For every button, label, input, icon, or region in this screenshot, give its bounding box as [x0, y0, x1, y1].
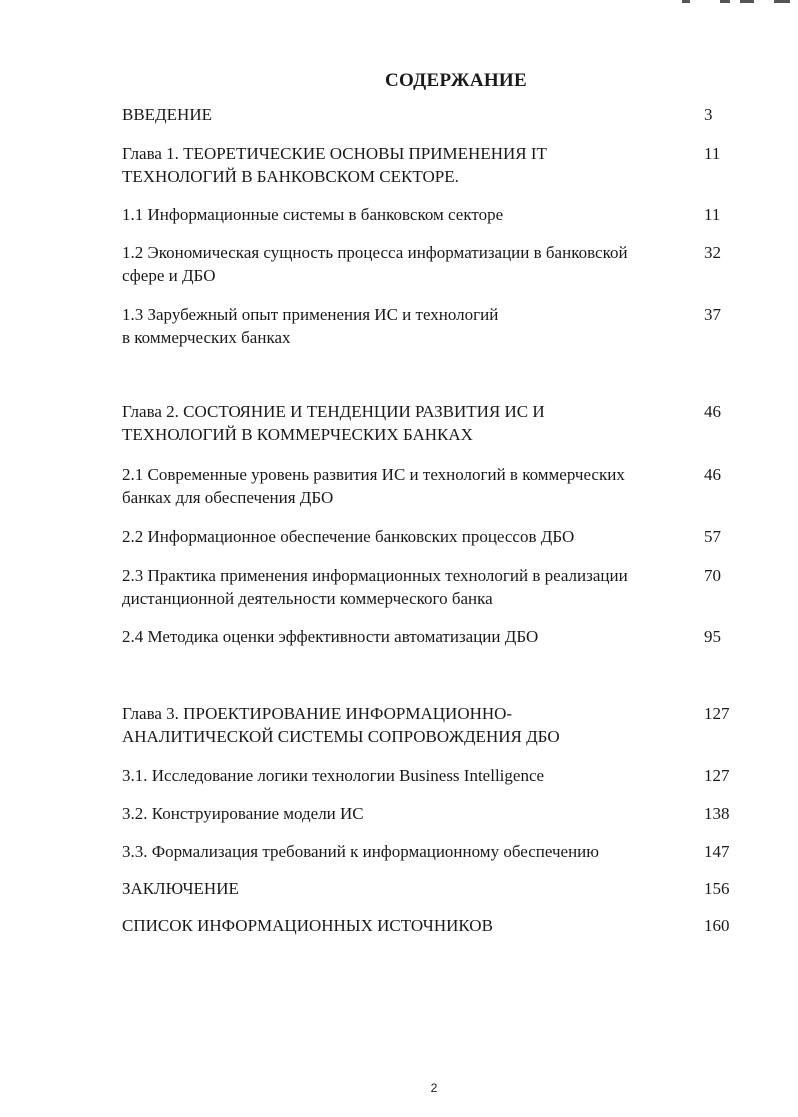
toc-entry-page: 160 [704, 916, 730, 935]
toc-entry-label: 2.2 Информационное обеспечение банковских процессов ДБО [122, 527, 575, 546]
toc-entry-page: 156 [704, 879, 730, 898]
toc-entry-label: Глава 3. ПРОЕКТИРОВАНИЕ ИНФОРМАЦИОННО- АНАЛИТИЧЕСКОЙ СИСТЕМЫ СОПРОВОЖДЕНИЯ ДБО [122, 704, 560, 746]
toc-entry-label: ЗАКЛЮЧЕНИЕ [122, 879, 239, 898]
toc-entry-label: 2.3 Практика применения информационных технологий в реализации дистанционной деятельности коммерческого банка [122, 566, 628, 608]
toc-entry-page: 70 [704, 566, 721, 585]
toc-entry-label: 1.2 Экономическая сущность процесса информатизации в банковской сфере и ДБО [122, 243, 628, 285]
toc-entry-page: 127 [704, 766, 730, 785]
toc-entry-page: 95 [704, 627, 721, 646]
toc-entry-label: 1.1 Информационные системы в банковском секторе [122, 205, 504, 224]
toc-entry-label: 3.2. Конструирование модели ИС [122, 804, 364, 823]
toc-entry-page: 46 [704, 465, 721, 484]
toc-entry-label: 3.3. Формализация требований к информационному обеспечению [122, 842, 599, 861]
toc-entry-label: Глава 1. ТЕОРЕТИЧЕСКИЕ ОСНОВЫ ПРИМЕНЕНИЯ IT ТЕХНОЛОГИЙ В БАНКОВСКОМ СЕКТОРЕ. [122, 144, 547, 186]
toc-entry-page: 57 [704, 527, 721, 546]
page-number: 2 [430, 1081, 438, 1095]
toc-entry-label: Глава 2. СОСТОЯНИЕ И ТЕНДЕНЦИИ РАЗВИТИЯ ИС И ТЕХНОЛОГИЙ В КОММЕРЧЕСКИХ БАНКАХ [122, 402, 545, 444]
toc-entry-label: ВВЕДЕНИЕ [122, 105, 212, 124]
toc-entry-page: 138 [704, 804, 730, 823]
toc-entry-label: СПИСОК ИНФОРМАЦИОННЫХ ИСТОЧНИКОВ [122, 916, 493, 935]
toc-entry-label: 2.1 Современные уровень развития ИС и технологий в коммерческих банках для обеспечения ДБО [122, 465, 625, 507]
toc-entry-page: 32 [704, 243, 721, 262]
toc-entry-label: 1.3 Зарубежный опыт применения ИС и технологий в коммерческих банках [122, 305, 499, 347]
toc-entry-page: 147 [704, 842, 730, 861]
toc-entry-page: 127 [704, 704, 730, 723]
toc-entry-label: 2.4 Методика оценки эффективности автоматизации ДБО [122, 627, 539, 646]
toc-entry-page: 11 [704, 144, 721, 163]
toc-entry-page: 37 [704, 305, 721, 324]
toc-entry-page: 46 [704, 402, 721, 421]
toc-title: СОДЕРЖАНИЕ [385, 70, 527, 91]
toc-entry-label: 3.1. Исследование логики технологии Business Intelligence [122, 766, 545, 785]
scan-artifact [682, 0, 792, 6]
toc-entry-page: 11 [704, 205, 721, 224]
toc-entry-page: 3 [704, 105, 713, 124]
